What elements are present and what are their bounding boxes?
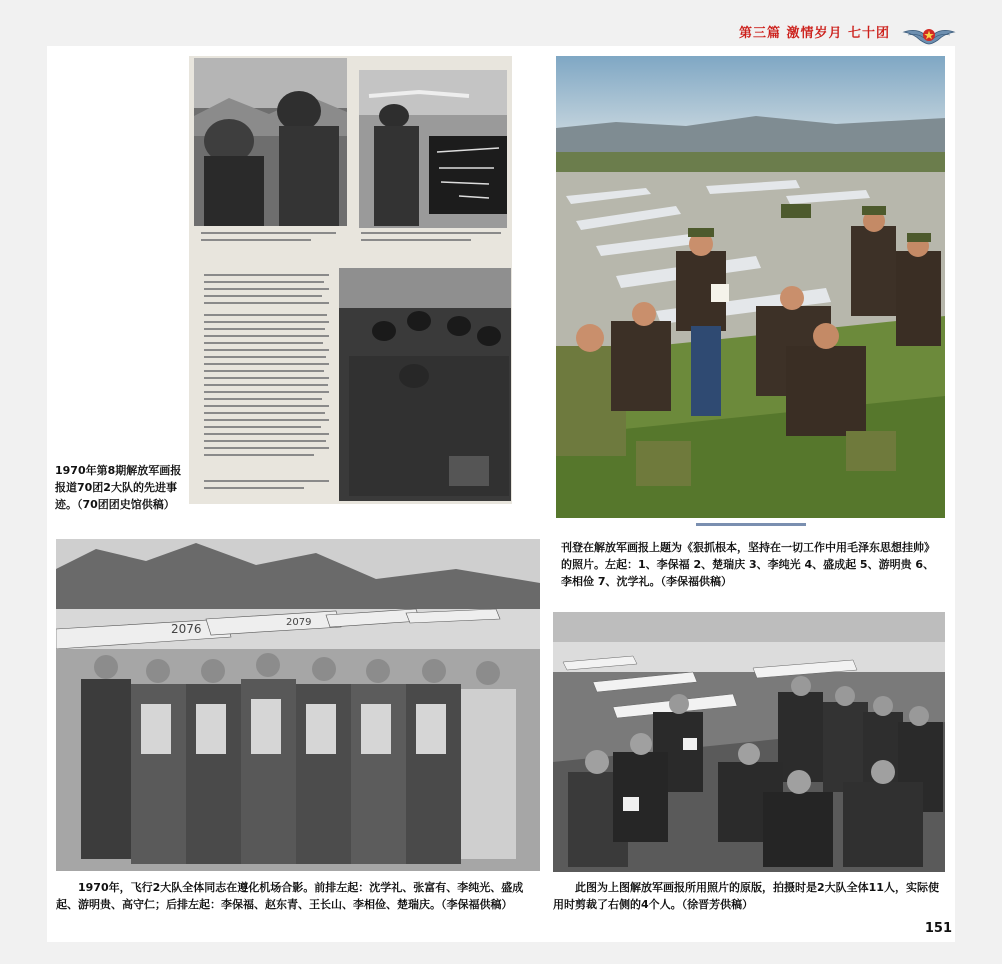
magazine-page-caption: 1970年第8期解放军画报报道70团2大队的先进事迹。（70团团史馆供稿） [55, 464, 182, 511]
reading-color-photo [556, 56, 945, 532]
page-number: 151 [924, 921, 952, 936]
group-airfield-caption: 1970年，飞行2大队全体同志在遵化机场合影。前排左起：沈学礼、张富有、李纯光、盛成起、游明贵、高守仁；后排左起：李保福、赵东青、王长山、李相俭、楚瑞庆。（李保福供稿） [56, 881, 524, 911]
magazine-page-photo [189, 56, 512, 504]
reading-color-caption: 刊登在解放军画报上题为《狠抓根本，坚持在一切工作中用毛泽东思想挂帅》的照片。左起：1、李保福 2、楚瑞庆 3、李纯光 4、盛成起 5、游明贵 6、李相俭 7、沈学礼。（李保福供稿） [561, 541, 935, 588]
reading-original-caption: 此图为上图解放军画报所用照片的原版，拍摄时是2大队全体11人，实际使用时剪裁了右侧的4个人。（徐晋芳供稿） [553, 881, 939, 911]
group-airfield-photo [56, 539, 540, 871]
section-title: 第三篇 激情岁月 七十团 [738, 26, 890, 41]
svg-text:2079: 2079 [286, 617, 312, 628]
svg-text:2076: 2076 [171, 622, 202, 636]
content-area [47, 46, 955, 942]
reading-original-photo [553, 612, 945, 872]
